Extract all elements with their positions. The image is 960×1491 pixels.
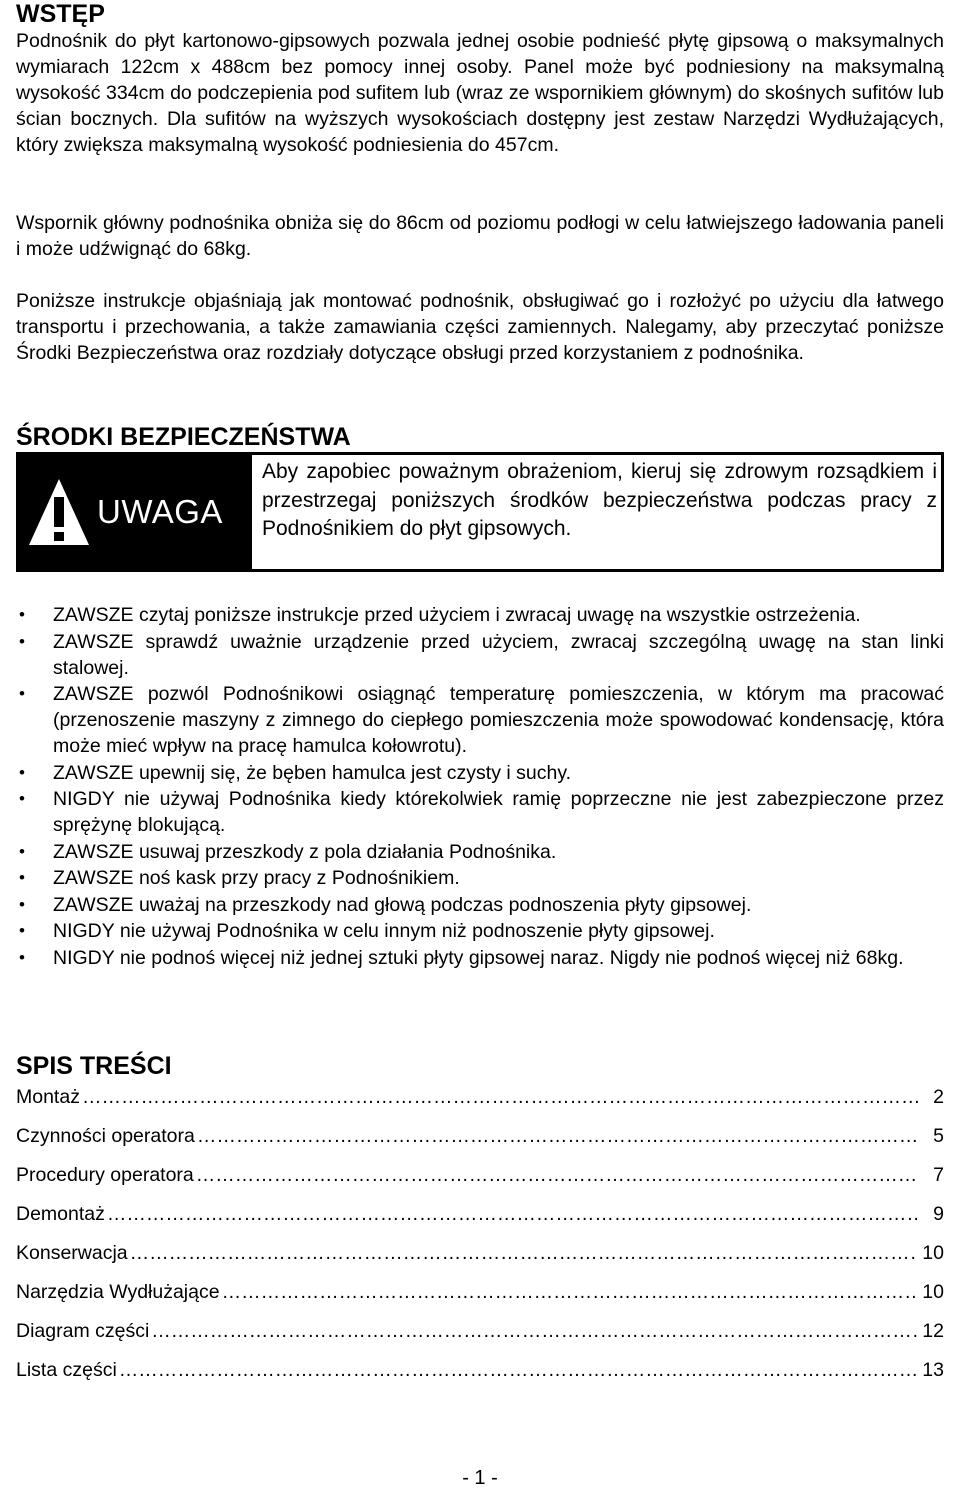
rule-text: NIGDY nie używaj Podnośnika kiedy którekolwiek ramię poprzeczne nie jest zabezpieczone przez sprężynę blokującą. [53, 788, 944, 836]
toc-entry-title: Lista części [16, 1359, 117, 1381]
toc-leader [151, 1316, 918, 1346]
toc-entry-page: 10 [922, 1242, 944, 1264]
rule-text: ZAWSZE upewnij się, że bęben hamulca jest czysty i suchy. [53, 761, 572, 784]
toc-entry-title: Procedury operatora [16, 1164, 194, 1186]
toc-entry[interactable] [16, 1121, 944, 1160]
rule-text: ZAWSZE pozwól Podnośnikowi osiągnąć temperaturę pomieszczenia, w którym ma pracować (przenoszenie maszyny z zimnego do ciepłego pomieszczenia może spowodować kondensację, która może mieć wpływ na pracę hamulca kołowrotu). [53, 683, 944, 757]
toc-entry-page: 13 [922, 1359, 944, 1381]
toc-entry-title: Montaż [16, 1086, 80, 1108]
toc-entry[interactable] [16, 1160, 944, 1199]
safety-heading: ŚRODKI BEZPIECZEŃSTWA [16, 423, 351, 451]
rule-text: NIGDY nie używaj Podnośnika w celu innym niż podnoszenie płyty gipsowej. [53, 920, 715, 942]
list-item [16, 839, 944, 865]
warning-label [19, 455, 252, 569]
rule-text: ZAWSZE usuwaj przeszkody z pola działania Podnośnika. [53, 840, 557, 863]
toc-entry[interactable] [16, 1199, 944, 1238]
bullet-icon: • [19, 762, 25, 782]
rule-text: ZAWSZE uważaj na przeszkody nad głową podczas podnoszenia płyty gipsowej. [53, 893, 752, 916]
list-item [16, 918, 944, 944]
rule-text: ZAWSZE sprawdź uważnie urządzenie przed użyciem, zwracaj szczególną uwagę na stan linki stalowej. [53, 630, 944, 679]
toc-leader [82, 1082, 918, 1112]
safety-rules-list [16, 602, 944, 971]
toc-leader [222, 1277, 918, 1307]
bullet-icon: • [19, 789, 25, 808]
page-number: - 1 - [462, 1467, 498, 1489]
bullet-icon: • [19, 868, 25, 887]
rule-text: NIGDY nie podnoś więcej niż jednej sztuki płyty gipsowej naraz. Nigdy nie podnoś więcej niż 68kg. [53, 946, 904, 969]
toc-entry[interactable] [16, 1277, 944, 1316]
bullet-icon: • [19, 921, 25, 940]
bullet-icon: • [19, 947, 25, 967]
toc-entry-title: Demontaż [16, 1203, 105, 1225]
toc-entry[interactable] [16, 1082, 944, 1121]
toc-entry[interactable] [16, 1316, 944, 1355]
bullet-icon: • [19, 894, 25, 914]
toc-entry-title: Konserwacja [16, 1242, 128, 1264]
toc-entry-title: Narzędzia Wydłużające [16, 1281, 220, 1303]
toc-heading: SPIS TREŚCI [16, 1052, 172, 1080]
toc-leader [197, 1121, 918, 1151]
bullet-icon: • [19, 631, 25, 651]
list-item [16, 945, 944, 971]
toc-entry-page: 12 [922, 1320, 944, 1342]
intro-heading: WSTĘP [16, 0, 105, 28]
list-item [16, 681, 944, 759]
toc-entry-title: Diagram części [16, 1320, 150, 1342]
toc-leader [196, 1160, 918, 1190]
rule-text: ZAWSZE noś kask przy pracy z Podnośnikiem. [53, 867, 460, 889]
intro-paragraph-3: Poniższe instrukcje objaśniają jak montować podnośnik, obsługiwać go i rozłożyć po użyciu dla łatwego transportu i przechowania, a także zamawiania części zamiennych. Nalegamy, aby przeczytać poniższe Środki Bezpieczeństwa oraz rozdziały dotyczące obsługi przed korzystaniem z podnośnika. [16, 290, 944, 364]
toc-entry-page: 9 [933, 1203, 944, 1225]
intro-paragraph-2: Wspornik główny podnośnika obniża się do 86cm od poziomu podłogi w celu łatwiejszego ładowania paneli i może udźwignąć do 68kg. [16, 212, 944, 260]
list-item [16, 786, 944, 838]
toc-entry[interactable] [16, 1355, 944, 1394]
toc-leader [119, 1355, 918, 1385]
intro-paragraph-1: Podnośnik do płyt kartonowo-gipsowych pozwala jednej osobie podnieść płytę gipsową o maksymalnych wymiarach 122cm x 488cm bez pomocy innej osoby. Panel może być podniesiony na maksymalną wysokość 334cm do podczepienia pod sufitem lub (wraz ze wspornikiem głównym) do skośnych sufitów lub ścian bocznych. Dla sufitów na wyższych wysokościach dostępny jest zestaw Narzędzi Wydłużających, który zwiększa maksymalną wysokość podniesienia do 457cm. [16, 30, 944, 156]
toc-leader [130, 1238, 918, 1268]
toc-leader [107, 1199, 918, 1229]
toc-entry-page: 5 [933, 1125, 944, 1147]
list-item [16, 629, 944, 681]
toc-entry-title: Czynności operatora [16, 1125, 195, 1147]
list-item [16, 760, 944, 786]
warning-box [16, 452, 944, 572]
bullet-icon: • [19, 605, 25, 624]
toc-entry-page: 10 [922, 1281, 944, 1303]
list-item [16, 892, 944, 918]
toc-entry[interactable] [16, 1238, 944, 1277]
toc-entry-page: 7 [933, 1164, 944, 1186]
toc-entry-page: 2 [933, 1086, 944, 1108]
warning-triangle-icon [27, 477, 91, 547]
warning-text: Aby zapobiec poważnym obrażeniom, kieruj się zdrowym rozsądkiem i przestrzegaj poniższych środków bezpieczeństwa podczas pracy z Podnośnikiem do płyt gipsowych. [262, 460, 937, 540]
table-of-contents [16, 1082, 944, 1394]
rule-text: ZAWSZE czytaj poniższe instrukcje przed użyciem i zwracaj uwagę na wszystkie ostrzeżenia. [53, 604, 861, 626]
list-item [16, 865, 944, 891]
bullet-icon: • [19, 684, 25, 703]
warning-word: UWAGA [97, 493, 223, 530]
bullet-icon: • [19, 841, 25, 861]
list-item [16, 602, 944, 628]
